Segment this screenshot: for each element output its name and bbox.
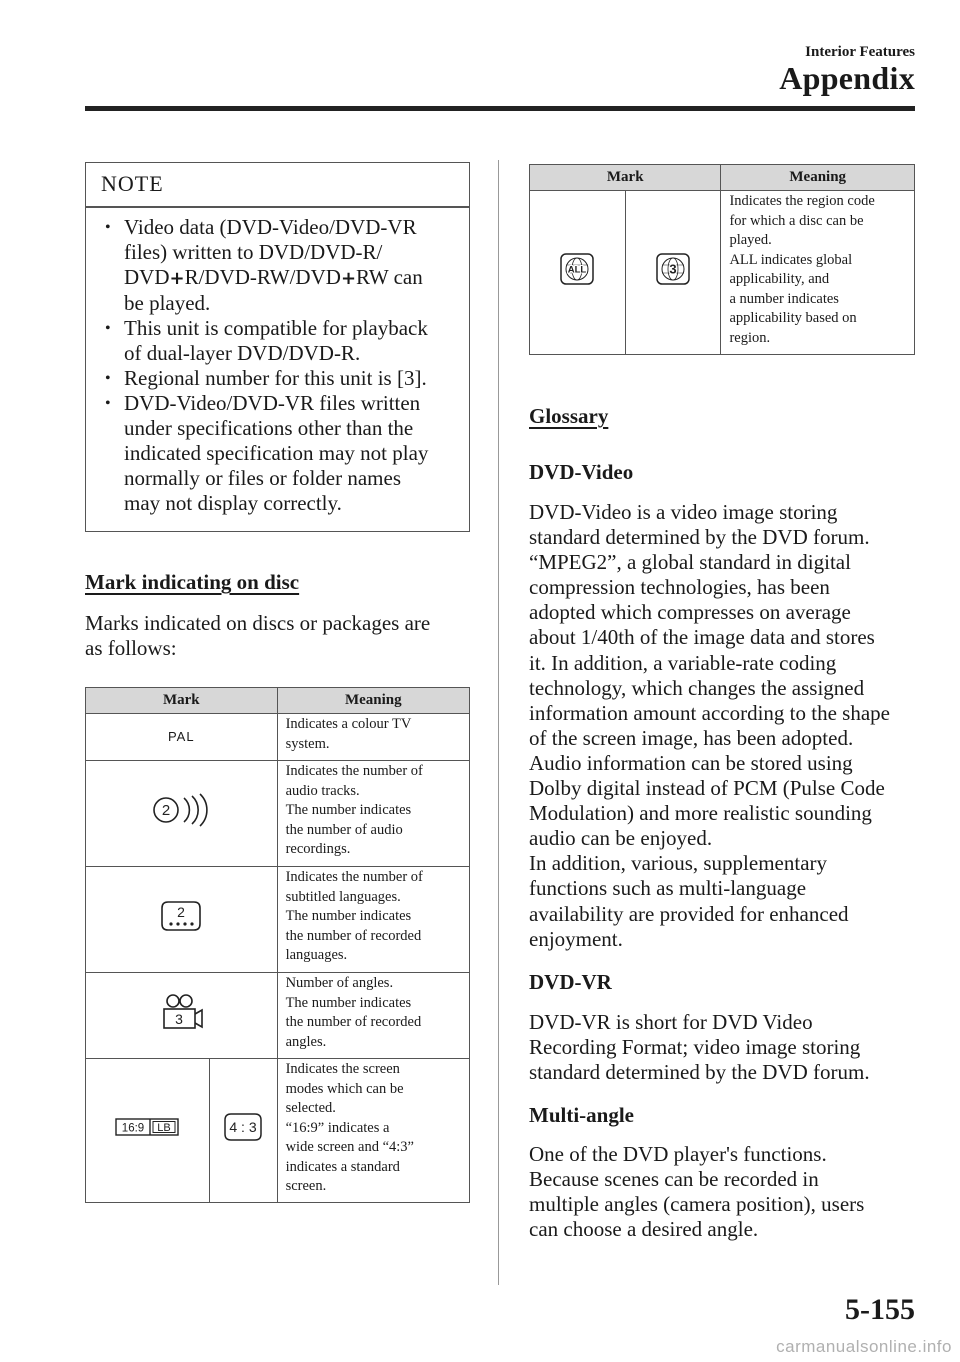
meaning-cell: Indicates the number of audio tracks. The number indicates the number of audio recordings.	[277, 761, 469, 867]
svg-text:3: 3	[175, 1011, 184, 1028]
column-divider	[498, 160, 499, 1285]
audio-tracks-icon	[151, 793, 211, 827]
plus-glyph: +	[340, 268, 357, 289]
region-marks-table	[529, 164, 915, 355]
subtitle-languages-icon	[158, 898, 204, 934]
note-item: • Regional number for this unit is [3].	[86, 366, 469, 391]
camera-angles-icon	[157, 992, 205, 1032]
svg-text:LB: LB	[157, 1122, 172, 1135]
table-row	[86, 867, 470, 973]
meaning-cell: Indicates the region code for which a disc can be played. ALL indicates global applicability, and a number indicates applicability based on region.	[721, 191, 915, 355]
standard-4-3-icon	[221, 1112, 265, 1142]
column-header-meaning: Meaning	[277, 688, 469, 714]
table-row	[86, 973, 470, 1059]
note-item: • DVD-Video/DVD-VR files written under specifications other than the indicated specification may not play normally or files or folder names may not display correctly.	[86, 391, 469, 516]
column-header-mark: Mark	[530, 165, 721, 191]
glossary-definition: DVD-Video is a video image storing standard determined by the DVD forum. “MPEG2”, a global standard in digital compression technologies, has been adopted which compresses on average about 1/40th of the image data and stores it. In addition, a variable-rate coding technology, which changes the assigned information amount according to the shape of the screen image, has been adopted. Audio information can be stored using Dolby digital instead of PCM (Pulse Code Modulation) and more realistic sounding audio can be enjoyed. In addition, various, supplementary functions such as multi-language availability are provided for enhanced enjoyment.	[529, 500, 890, 951]
column-header-mark: Mark	[86, 688, 278, 714]
glossary-definition: One of the DVD player's functions. Because scenes can be recorded in multiple angles (camera position), users can choose a desired angle.	[529, 1142, 865, 1242]
table-row	[530, 191, 915, 355]
table-row	[86, 761, 470, 867]
header-rule	[85, 106, 915, 111]
glossary-term-dvd-video: DVD-Video	[529, 460, 634, 484]
table-row	[86, 1059, 470, 1203]
note-list	[86, 215, 469, 516]
mark-section-heading: Mark indicating on disc	[85, 570, 300, 594]
glossary-term-dvd-vr: DVD-VR	[529, 970, 612, 994]
meaning-cell: Indicates the number of subtitled languages. The number indicates the number of recorded languages.	[277, 867, 469, 973]
widescreen-16-9-lb-icon	[115, 1117, 179, 1137]
table-row	[86, 714, 470, 761]
svg-text:2: 2	[162, 802, 171, 820]
svg-text:4 : 3: 4 : 3	[229, 1119, 257, 1136]
note-box	[85, 162, 470, 532]
plus-glyph: +	[169, 268, 185, 289]
mark-section-intro: Marks indicated on discs or packages are as follows:	[85, 611, 431, 661]
meaning-cell: Indicates a colour TV system.	[277, 714, 469, 761]
glossary-definition: DVD-VR is short for DVD Video Recording Format; video image storing standard determined by the DVD forum.	[529, 1010, 870, 1085]
note-item: • This unit is compatible for playback of dual-layer DVD/DVD-R.	[86, 316, 469, 366]
note-title: NOTE	[101, 171, 164, 196]
svg-text:ALL: ALL	[568, 264, 587, 276]
page-title: Appendix	[779, 60, 915, 96]
region-all-globe-icon	[560, 253, 594, 285]
marks-table	[85, 687, 470, 1203]
column-header-meaning: Meaning	[721, 165, 915, 191]
note-item: • Video data (DVD-Video/DVD-VR files) written to DVD/DVD-R/ DVD+R/DVD-RW/DVD+RW can be played.	[86, 215, 469, 316]
region-3-globe-icon	[656, 253, 690, 285]
glossary-term-multi-angle: Multi-angle	[529, 1103, 634, 1127]
meaning-cell: Indicates the screen modes which can be selected. “16:9” indicates a wide screen and “4:3” indicates a standard screen.	[277, 1059, 469, 1203]
note-divider	[86, 206, 469, 208]
watermark: carmanualsonline.info	[776, 1337, 952, 1356]
svg-text:3: 3	[669, 261, 677, 277]
meaning-cell: Number of angles. The number indicates the number of recorded angles.	[277, 973, 469, 1059]
glossary-heading: Glossary	[529, 404, 609, 428]
page-number: 5-155	[845, 1293, 915, 1326]
svg-text:16:9: 16:9	[122, 1122, 145, 1135]
section-label: Interior Features	[805, 44, 915, 60]
pal-mark: PAL	[167, 728, 195, 744]
svg-text:2: 2	[177, 904, 186, 921]
